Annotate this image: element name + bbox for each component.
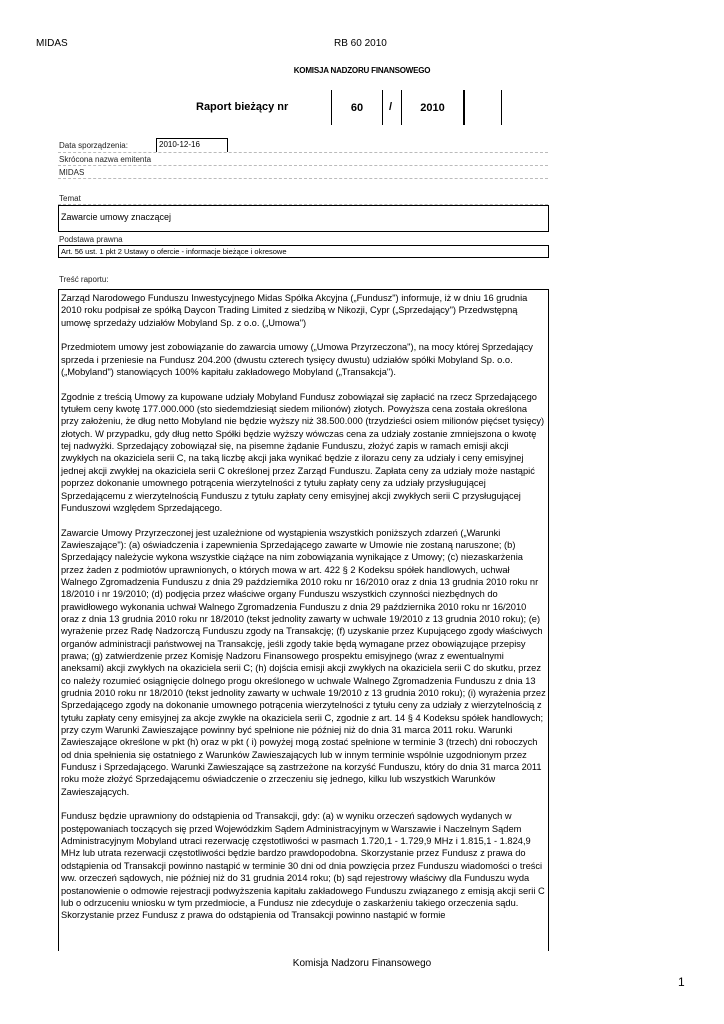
issuer-label: Skrócona nazwa emitenta — [59, 155, 152, 164]
legal-basis-value: Art. 56 ust. 1 pkt 2 Ustawy o ofercie - informacje bieżące i okresowe — [58, 245, 549, 258]
commission-title: KOMISJA NADZORU FINANSOWEGO — [293, 66, 431, 75]
paragraph: Zgodnie z treścią Umowy za kupowane udziały Mobyland Fundusz zobowiązał się zapłacić na rzecz Sprzedającego tytułem ceny kwotę 177.000.000 (sto siedemdziesiąt siedem milionów) złotych. Powyższa cena została określona przy założeniu, że dług netto Mobyland nie będzie wyższy niż 38.500.000 (trzydzieści osiem milionów pięćset tysięcy) złotych. W przypadku, gdy dług netto Spółki będzie wyższy wówczas cena za udziały zostanie zmniejszona o kwotę tej nadwyżki. Sprzedający zobowiązał się, na pisemne żądanie Funduszu, złożyć zapis w ramach emisji akcji zwykłych na okaziciela serii C, na taką liczbę akcji jaka wynikać będzie z ilorazu ceny za udziały i ceny emisyjnej jednej akcji zwykłej na okaziciela serii C określonej przez Zarząd Funduszu. Zapłata ceny za udziały może nastąpić poprzez dokonanie umownego potrącenia wierzytelności z tytułu zapłaty ceny za udziały przysługującej Sprzedającemu z wierzytelnością Funduszu z tytułu zapłaty ceny emisyjnej akcji zwykłych serii C przysługującej Funduszowi względem Sprzedającego. — [61, 391, 545, 513]
report-content — [58, 289, 549, 951]
paragraph: Zarząd Narodowego Funduszu Inwestycyjnego Midas Spółka Akcyjna („Fundusz") informuje, iż w dniu 16 grudnia 2010 roku podpisał ze spółką Daycon Trading Limited z siedzibą w Nikozji, Cypr („Sprzedający") Przedwstępną umowę sprzedaży udziałów Mobyland Sp. z o.o. („Umowa") — [61, 293, 528, 328]
header-company: MIDAS — [36, 38, 68, 49]
divider — [58, 165, 548, 166]
report-year: 2010 — [401, 90, 464, 125]
issuer-value: MIDAS — [59, 168, 85, 177]
content-label: Treść raportu: — [59, 275, 109, 284]
report-label: Raport bieżący nr — [196, 101, 289, 113]
header-report-ref: RB 60 2010 — [334, 38, 387, 49]
divider — [58, 152, 548, 153]
legal-basis-label: Podstawa prawna — [59, 235, 123, 244]
subject-label: Temat — [59, 194, 81, 203]
paragraph: Przedmiotem umowy jest zobowiązanie do zawarcia umowy („Umowa Przyrzeczona"), na mocy której Sprzedający sprzeda i przeniesie na Fundusz 204.200 (dwustu czterech tysięcy dwustu) udziałów spółki Mobyland Sp. o.o. („Mobyland") stanowiących 100% kapitału zakładowego Mobyland („Transakcja"). — [61, 342, 533, 378]
footer: Komisja Nadzoru Finansowego — [292, 958, 432, 969]
report-number: 60 — [331, 90, 383, 125]
subject-value: Zawarcie umowy znaczącej — [58, 205, 549, 232]
page-number: 1 — [678, 975, 685, 989]
date-label: Data sporządzenia: — [59, 141, 128, 150]
paragraph: Zawarcie Umowy Przyrzeczonej jest uzależnione od wystąpienia wszystkich poniższych zdarzeń („Warunki Zawieszające"): (a) oświadczenia i zapewnienia Sprzedającego zawarte w Umowie nie zostaną naruszone; (b) Sprzedający należycie wykona wszystkie ciążące na nim zobowiązania wynikające z Umowy; (c) niezaskarżenia przez żaden z podmiotów uprawnionych, o których mowa w art. 422 § 2 Kodeksu spółek handlowych, uchwał Walnego Zgromadzenia Funduszu z dnia 29 października 2010 roku nr 16/2010 oraz z dnia 13 grudnia 2010 roku nr 18/2010 i nr 19/2010; (d) podjęcia przez właściwe organy Funduszu wszystkich czynności niezbędnych do prawidłowego wykonania uchwał Walnego Zgromadzenia Funduszu z dnia 29 października 2010 roku nr 16/2010 oraz z dnia 13 grudnia 2010 roku nr 18/2010 (tekst jednolity zawarty w uchwale 19/2010 z 13 grudnia 2010 roku); (e) wyrażenie przez Radę Nadzorczą Funduszu zgody na Transakcję; (f) uzyskanie przez Kupującego zgody właściwych organów administracji państwowej na Transakcję, jeśli zgody takie będą wymagane przez obowiązujące przepisy prawa; (g) zatwierdzenie przez Komisję Nadzoru Finansowego prospektu emisyjnego (wraz z ewentualnymi aneksami) akcji zwykłych na okaziciela serii C; (h) dojścia emisji akcji zwykłych na okaziciela serii C do skutku, przez co należy rozumieć osiągnięcie dolnego progu określonego w uchwale Walnego Zgromadzenia Funduszu z dnia 13 grudnia 2010 roku nr 18/2010 (tekst jednolity zawarty w uchwale 19/2010 z 13 grudnia 2010 roku); (i) wyrażenia przez Sprzedającego zgody na dokonanie umownego potrącenia wierzytelności z tytułu ceny za udziały z wierzytelnością z tytułu zapłaty ceny emisyjnej za akcje zwykłe na okaziciela serii C, zgodnie z art. 14 § 4 Kodeksu spółek handlowych; przy czym Warunki Zawieszające powinny być spełnione nie później niż do dnia 31 marca 2011 roku. Warunki Zawieszające określone w pkt (h) oraz w pkt ( i) powyżej mogą zostać spełnione w terminie 3 (trzech) dni roboczych od dnia spełnienia się ostatniego z Warunków Zawieszających lub w innym terminie wspólnie uzgodnionym przez Fundusz i Sprzedającego. Warunki Zawieszające są zastrzeżone na korzyść Funduszu, który do dnia 31 marca 2011 roku może złożyć Sprzedającemu oświadczenie o zrzeczeniu się jednego, kilku lub wszystkich Warunków Zawieszających. — [61, 527, 546, 797]
paragraph: Fundusz będzie uprawniony do odstąpienia od Transakcji, gdy: (a) w wyniku orzeczeń sądowych wydanych w postępowaniach toczących się przed Wojewódzkim Sądem Administracyjnym w Warszawie i Naczelnym Sądem Administracyjnym Mobyland utraci rezerwację częstotliwości w pasmach 1.720,1 - 1.729,9 MHz i 1.815,1 - 1.824,9 MHz lub utrata rezerwacji częstotliwości będzie bardzo prawdopodobna. Skorzystanie przez Fundusz z prawa do odstąpienia od Transakcji powinno nastąpić w terminie 30 dni od dnia powzięcia przez Funduszu wiadomości o treści ww. orzeczeń sądowych, nie później niż do 31 grudnia 2014 roku; (b) sąd rejestrowy właściwy dla Funduszu wyda postanowienie o odmowie rejestracji podwyższenia kapitału zakładowego Funduszu związanego z emisją akcji serii C lub o odrzuceniu wniosku w tym przedmiocie, a Fundusz nie zdecyduje o zaskarżeniu takiego orzeczenia sądu. Skorzystanie przez Fundusz z prawa do odstąpienia od Transakcji powinno nastąpić w formie — [61, 811, 545, 921]
divider — [58, 178, 548, 179]
report-empty-cell — [464, 90, 502, 125]
report-separator: / — [389, 101, 393, 113]
date-value: 2010-12-16 — [156, 138, 228, 152]
